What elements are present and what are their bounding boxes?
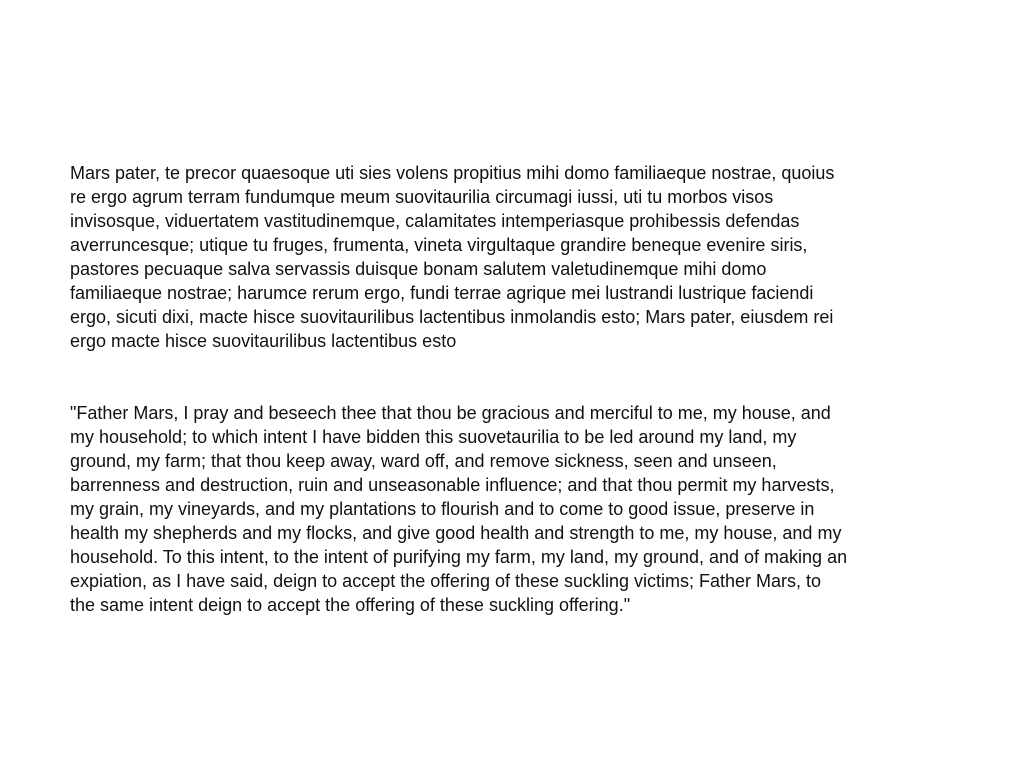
latin-line: Mars pater, te precor quaesoque uti sies volens propitius mihi domo familiaeque nostrae, quoius	[70, 163, 835, 183]
latin-line: ergo, sicuti dixi, macte hisce suovitaurilibus lactentibus inmolandis esto; Mars pater, eiusdem rei	[70, 307, 834, 327]
latin-line: averruncesque; utique tu fruges, frumenta, vineta virgultaque grandire beneque evenire siris,	[70, 235, 808, 255]
english-line: health my shepherds and my flocks, and give good health and strength to me, my house, and my	[70, 523, 842, 543]
latin-line: re ergo agrum terram fundumque meum suovitaurilia circumagi iussi, uti tu morbos visos	[70, 187, 774, 207]
english-line: household. To this intent, to the intent of purifying my farm, my land, my ground, and of making an	[70, 547, 848, 567]
english-line: ground, my farm; that thou keep away, ward off, and remove sickness, seen and unseen,	[70, 451, 777, 471]
latin-prayer-paragraph	[70, 161, 960, 353]
latin-line: ergo macte hisce suovitaurilibus lactentibus esto	[70, 331, 457, 351]
english-line: my household; to which intent I have bidden this suovetaurilia to be led around my land, my	[70, 427, 797, 447]
english-translation-paragraph	[70, 401, 960, 617]
english-line: the same intent deign to accept the offering of these suckling offering."	[70, 595, 631, 615]
latin-line: pastores pecuaque salva servassis duisque bonam salutem valetudinemque mihi domo	[70, 259, 767, 279]
english-line: my grain, my vineyards, and my plantations to flourish and to come to good issue, preserve in	[70, 499, 815, 519]
latin-line: familiaeque nostrae; harumce rerum ergo, fundi terrae agrique mei lustrandi lustrique faciendi	[70, 283, 814, 303]
english-line: "Father Mars, I pray and beseech thee that thou be gracious and merciful to me, my house, and	[70, 403, 831, 423]
english-line: barrenness and destruction, ruin and unseasonable influence; and that thou permit my harvests,	[70, 475, 835, 495]
english-line: expiation, as I have said, deign to accept the offering of these suckling victims; Father Mars, to	[70, 571, 822, 591]
latin-line: invisosque, viduertatem vastitudinemque, calamitates intemperiasque prohibessis defendas	[70, 211, 800, 231]
